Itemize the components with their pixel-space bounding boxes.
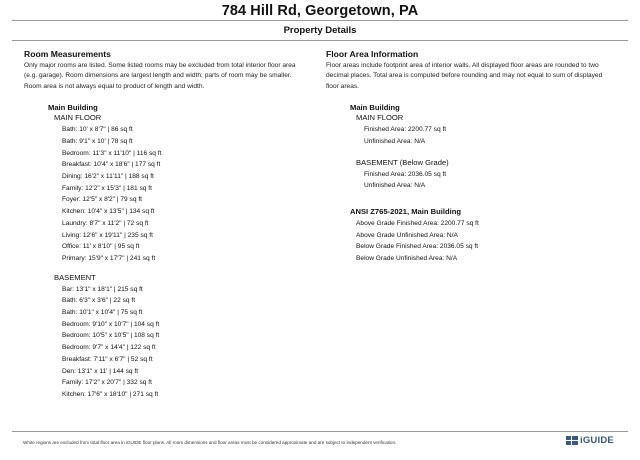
room-item: Bath: 6'3" x 3'6" | 22 sq ft <box>62 297 136 305</box>
room-item: Laundry: 8'7" x 11'2" | 72 sq ft <box>62 219 149 227</box>
description-line: (e.g. garage). Room dimensions are largest length and width; parts of room may be smaller. <box>24 72 292 80</box>
building-name: Main Building <box>350 103 400 113</box>
iguide-logo-icon <box>566 436 578 445</box>
footer-divider <box>12 431 628 432</box>
area-line: Above Grade Finished Area: 2200.77 sq ft <box>356 220 479 228</box>
room-item: Bath: 9'1" x 10' | 78 sq ft <box>62 137 133 145</box>
room-item: Breakfast: 10'4" x 18'6" | 177 sq ft <box>62 161 161 169</box>
area-line: Below Grade Finished Area: 2036.05 sq ft <box>356 243 479 251</box>
room-item: Bedroom: 9'10" x 10'7" | 104 sq ft <box>62 320 160 328</box>
room-item: Living: 12'6" x 19'11" | 235 sq ft <box>62 231 153 239</box>
main-floor-area-list <box>326 124 622 147</box>
room-item: Bar: 13'1" x 18'1" | 215 sq ft <box>62 285 143 293</box>
room-item: Bedroom: 9'7" x 14'4" | 122 sq ft <box>62 344 156 352</box>
room-measurements-heading: Room Measurements <box>24 49 111 59</box>
subtitle-divider <box>12 40 628 41</box>
area-line: Unfinished Area: N/A <box>364 137 426 145</box>
room-item: Bedroom: 11'3" x 11'10" | 116 sq ft <box>62 149 162 157</box>
description-line: Room area is not always equal to product of length and width. <box>24 82 205 90</box>
room-item: Primary: 15'9" x 17'7" | 241 sq ft <box>62 254 156 262</box>
room-item: Office: 11' x 8'10" | 95 sq ft <box>62 243 140 251</box>
iguide-logo-text: iGUIDE <box>580 435 614 446</box>
main-floor-room-list <box>24 124 314 264</box>
area-line: Above Grade Unfinished Area: N/A <box>356 231 458 239</box>
basement-room-list <box>24 284 314 401</box>
area-line: Finished Area: 2036.05 sq ft <box>364 170 447 178</box>
room-item: Breakfast: 7'11" x 6'7" | 52 sq ft <box>62 355 153 363</box>
area-line: Below Grade Unfinished Area: N/A <box>356 255 458 263</box>
page-title: 784 Hill Rd, Georgetown, PA <box>221 3 419 19</box>
iguide-logo <box>566 435 614 446</box>
footer-disclaimer: White regions are excluded from total floor area in iGUIDE floor plans. All room dimensions and floor areas must be considered approximate and are subject to independent verification. <box>23 440 397 445</box>
page-subtitle: Property Details <box>283 25 357 36</box>
description-line: decimal places. Total area is computed before rounding and may not equal to sum of displayed <box>326 72 603 80</box>
floor-name-main: MAIN FLOOR <box>54 113 102 123</box>
title-divider <box>12 20 628 21</box>
ansi-heading: ANSI Z765-2021, Main Building <box>350 207 461 217</box>
floor-name-basement: BASEMENT <box>54 272 96 282</box>
room-item: Kitchen: 17'6" x 18'10" | 271 sq ft <box>62 390 159 398</box>
area-line: Finished Area: 2200.77 sq ft <box>364 126 447 134</box>
area-line: Unfinished Area: N/A <box>364 182 426 190</box>
floor-area-heading: Floor Area Information <box>326 49 419 59</box>
room-item: Foyer: 12'5" x 8'2" | 79 sq ft <box>62 196 143 204</box>
room-item: Family: 17'2" x 20'7" | 332 sq ft <box>62 379 152 387</box>
floor-area-description <box>326 61 622 92</box>
room-item: Bath: 10'1" x 10'4" | 75 sq ft <box>62 309 143 317</box>
room-item: Den: 13'1" x 11' | 144 sq ft <box>62 367 139 375</box>
room-item: Kitchen: 10'4" x 13'5" | 134 sq ft <box>62 208 155 216</box>
building-name: Main Building <box>48 103 98 113</box>
basement-area-list <box>326 169 622 192</box>
room-item: Dining: 16'2" x 11'11" | 188 sq ft <box>62 173 154 181</box>
room-item: Family: 12'2" x 15'3" | 181 sq ft <box>62 184 152 192</box>
floor-name-main: MAIN FLOOR <box>356 113 404 123</box>
room-measurements-section <box>24 49 314 401</box>
ansi-area-list <box>326 218 622 265</box>
floor-name-basement: BASEMENT (Below Grade) <box>356 157 449 167</box>
floor-area-section <box>326 49 622 265</box>
room-item: Bedroom: 10'5" x 10'5" | 108 sq ft <box>62 332 160 340</box>
room-item: Bath: 10' x 8'7" | 86 sq ft <box>62 126 133 134</box>
description-line: Only major rooms are listed. Some listed rooms may be excluded from total interior floor area <box>24 62 296 69</box>
room-measurements-description <box>24 61 314 92</box>
description-line: Floor areas include footprint area of interior walls. All displayed floor areas are rounded to two <box>326 62 599 69</box>
description-line: floor areas. <box>326 82 359 90</box>
